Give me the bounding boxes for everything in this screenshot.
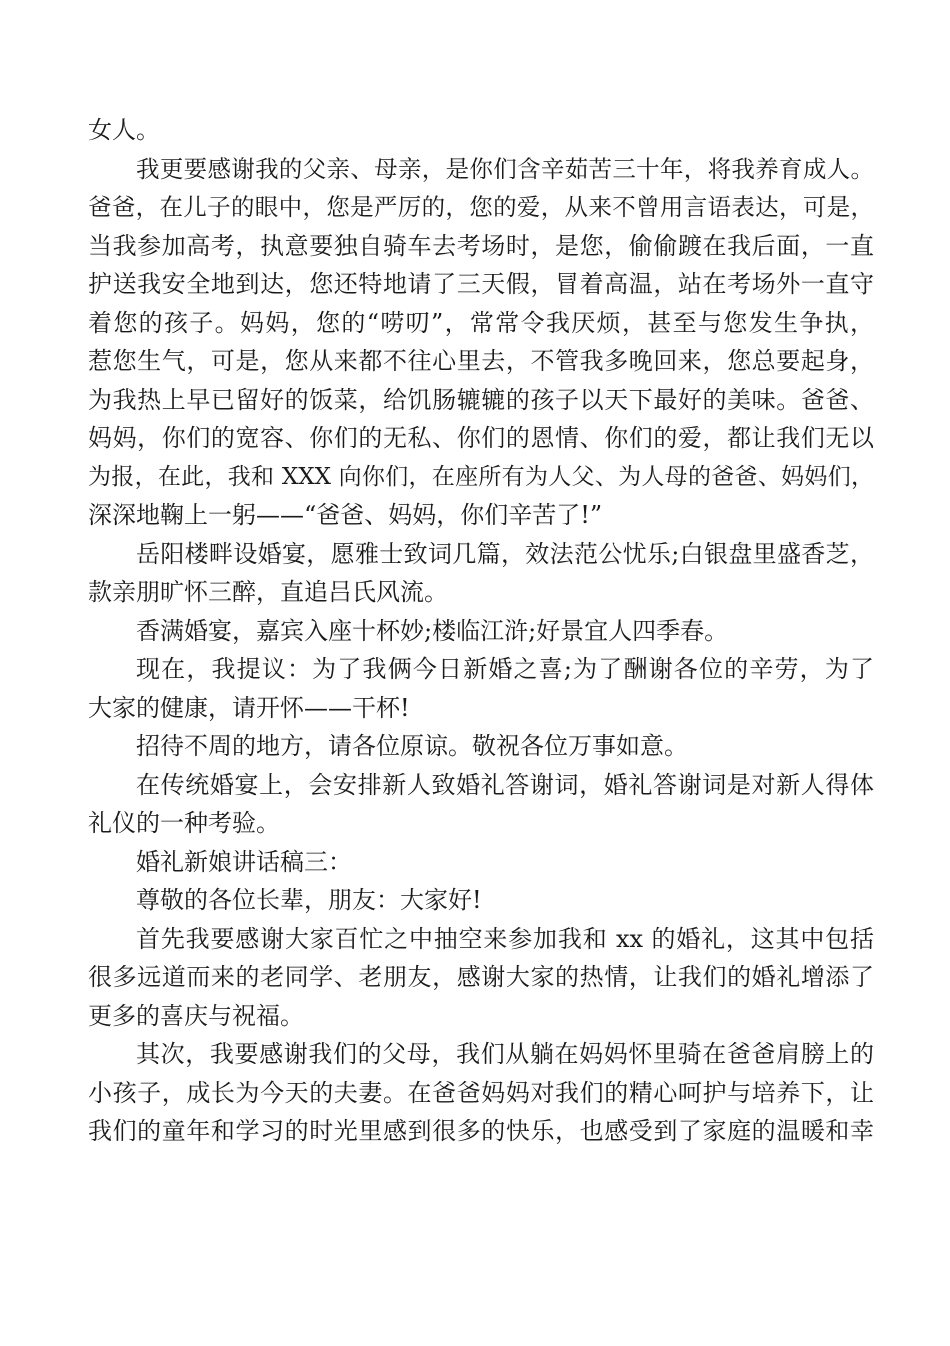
text-line: 为我热上早已留好的饭菜，给饥肠辘辘的孩子以天下最好的美味。爸爸、 (88, 385, 874, 414)
text-line: 大家的健康，请开怀——干杯! (88, 693, 410, 722)
text-line: 现在，我提议：为了我俩今日新婚之喜;为了酬谢各位的辛劳，为了 (136, 655, 874, 683)
document-body (88, 111, 874, 1151)
text-line: 惹您生气，可是，您从来都不往心里去，不管我多晚回来，您总要起身， (88, 347, 874, 375)
text-line: 小孩子，成长为今天的夫妻。在爸爸妈妈对我们的精心呵护与培养下，让 (88, 1078, 874, 1107)
text-line: 招待不周的地方，请各位原谅。敬祝各位万事如意。 (136, 732, 688, 760)
text-line: 深深地鞠上一躬——“爸爸、妈妈，你们辛苦了!” (88, 501, 603, 529)
text-line: 在传统婚宴上，会安排新人致婚礼答谢词，婚礼答谢词是对新人得体 (136, 770, 874, 799)
text-line: 其次，我要感谢我们的父母，我们从躺在妈妈怀里骑在爸爸肩膀上的 (136, 1040, 874, 1068)
text-line: 护送我安全地到达，您还特地请了三天假，冒着高温，站在考场外一直守 (88, 270, 874, 298)
text-line: 我们的童年和学习的时光里感到很多的快乐，也感受到了家庭的温暖和幸 (88, 1117, 874, 1145)
text-line: 女人。 (88, 116, 160, 144)
text-line: 婚礼新娘讲话稿三： (136, 847, 352, 876)
text-line: 香满婚宴，嘉宾入座十杯妙;楼临江浒;好景宜人四季春。 (136, 616, 729, 645)
text-line: 很多远道而来的老同学、老朋友，感谢大家的热情，让我们的婚礼增添了 (88, 963, 874, 991)
text-line: 尊敬的各位长辈，朋友：大家好! (136, 886, 482, 914)
text-line: 首先我要感谢大家百忙之中抽空来参加我和 xx 的婚礼，这其中包括 (136, 924, 874, 953)
text-line: 岳阳楼畔设婚宴，愿雅士致词几篇，效法范公忧乐;白银盘里盛香芝， (136, 539, 874, 568)
text-line: 妈妈，你们的宽容、你们的无私、你们的恩情、你们的爱，都让我们无以 (88, 424, 874, 452)
text-line: 我更要感谢我的父亲、母亲，是你们含辛茹苦三十年，将我养育成人。 (136, 154, 874, 183)
text-line: 着您的孩子。妈妈，您的“唠叨”，常常令我厌烦，甚至与您发生争执， (88, 308, 874, 337)
text-line: 爸爸，在儿子的眼中，您是严厉的，您的爱，从来不曾用言语表达，可是， (88, 193, 874, 221)
text-line: 款亲朋旷怀三醉，直追吕氏风流。 (88, 578, 448, 606)
text-line: 礼仪的一种考验。 (88, 809, 280, 837)
text-line: 更多的喜庆与祝福。 (88, 1001, 304, 1030)
text-line: 当我参加高考，执意要独自骑车去考场时，是您，偷偷踱在我后面，一直 (88, 231, 874, 260)
text-line: 为报，在此，我和 XXX 向你们，在座所有为人父、为人母的爸爸、妈妈们， (88, 463, 874, 490)
